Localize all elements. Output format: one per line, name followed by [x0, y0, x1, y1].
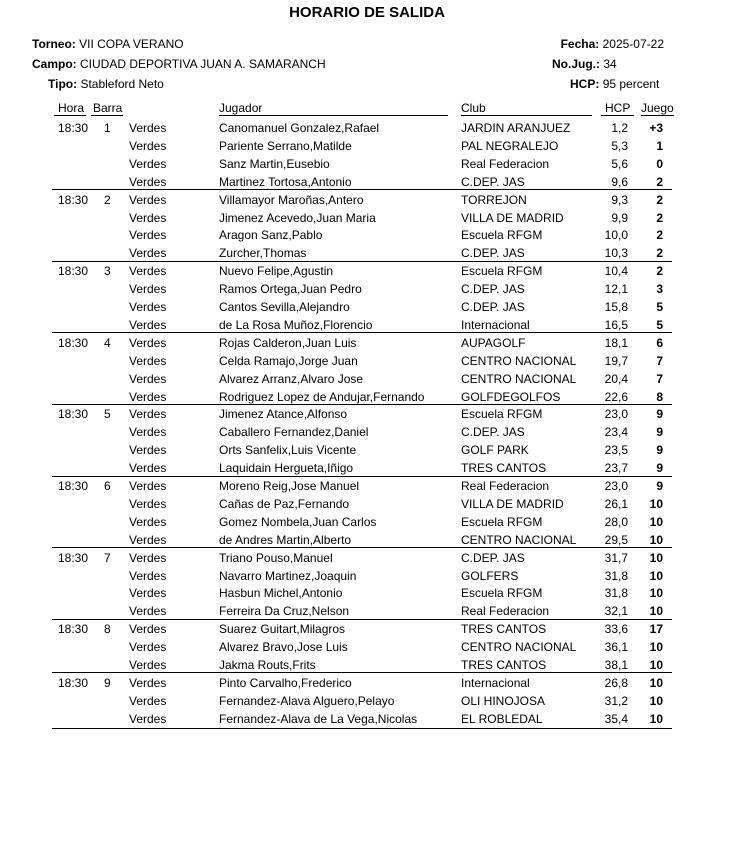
barra-cell: 8	[104, 622, 111, 637]
hcp-cell: 15,8	[604, 300, 628, 314]
hcp-info	[570, 77, 659, 91]
club-cell: CENTRO NACIONAL	[461, 353, 577, 368]
hcp-cell: 10,3	[604, 246, 628, 261]
juego-cell: 5	[656, 317, 663, 332]
barra-cell: 5	[104, 407, 111, 422]
juego-cell: 2	[656, 192, 663, 207]
player-name: Canomanuel Gonzalez,Rafael	[219, 121, 380, 135]
club-cell: C.DEP. JAS	[461, 174, 525, 189]
player-name: Jakma Routs,Frits	[219, 658, 316, 672]
header-underline	[461, 115, 592, 116]
tee-cell: Verdes	[129, 622, 167, 637]
hcp-cell: 38,1	[604, 658, 628, 672]
hcp-cell: 10,0	[604, 228, 628, 243]
juego-cell: 10	[649, 604, 663, 619]
fecha-label: Fecha:	[560, 37, 600, 51]
club-cell: CENTRO NACIONAL	[461, 640, 577, 655]
club-cell: GOLF PARK	[461, 443, 529, 458]
hora-cell: 18:30	[58, 675, 89, 690]
hora-cell: 18:30	[58, 335, 89, 350]
club-cell: TRES CANTOS	[461, 658, 547, 672]
juego-cell: 0	[656, 156, 663, 171]
tee-cell: Verdes	[129, 210, 167, 225]
table-row	[0, 637, 734, 655]
table-row	[0, 458, 734, 476]
tee-cell: Verdes	[129, 568, 167, 583]
club-cell: Escuela RFGM	[461, 264, 543, 279]
header-underline	[54, 115, 86, 116]
header-hcp: HCP	[605, 101, 631, 115]
hcp-cell: 31,2	[604, 693, 628, 708]
juego-cell: 9	[656, 461, 663, 476]
table-row	[0, 208, 734, 226]
barra-cell: 4	[104, 335, 111, 350]
header-underline	[91, 115, 123, 116]
juego-cell: 7	[656, 371, 663, 386]
club-cell: C.DEP. JAS	[461, 425, 525, 440]
player-name: Pinto Carvalho,Frederico	[219, 675, 352, 690]
player-name: Alvarez Arranz,Alvaro Jose	[219, 371, 364, 386]
table-row	[0, 530, 734, 548]
juego-cell: 5	[656, 300, 663, 314]
nojug-info	[552, 57, 617, 71]
hcp-cell: 31,8	[604, 568, 628, 583]
table-row	[0, 118, 734, 136]
juego-cell: 2	[656, 174, 663, 189]
club-cell: VILLA DE MADRID	[461, 496, 564, 511]
juego-cell: 9	[656, 425, 663, 440]
player-name: Alvarez Bravo,Jose Luis	[219, 640, 348, 655]
tee-cell: Verdes	[129, 264, 167, 279]
player-name: de Andres Martin,Alberto	[219, 532, 352, 547]
tee-cell: Verdes	[129, 335, 167, 350]
hora-cell: 18:30	[58, 264, 89, 279]
table-row	[0, 404, 734, 422]
fecha-info	[561, 37, 664, 51]
table-row	[0, 566, 734, 584]
table-row	[0, 315, 734, 333]
campo-value: CIUDAD DEPORTIVA JUAN A. SAMARANCH	[80, 57, 326, 71]
header-underline	[601, 115, 634, 116]
juego-cell: 2	[656, 228, 663, 243]
tee-cell: Verdes	[129, 479, 167, 493]
club-cell: Escuela RFGM	[461, 228, 543, 243]
table-row	[0, 369, 734, 387]
hora-cell: 18:30	[58, 479, 89, 493]
club-cell: CENTRO NACIONAL	[461, 371, 577, 386]
player-name: Rodriguez Lopez de Andujar,Fernando	[219, 389, 425, 404]
table-row	[0, 243, 734, 261]
table-bottom-line	[52, 728, 672, 729]
tee-cell: Verdes	[129, 550, 167, 565]
club-cell: C.DEP. JAS	[461, 550, 525, 565]
player-name: Fernandez-Alava de La Vega,Nicolas	[219, 711, 418, 726]
hcp-cell: 20,4	[604, 371, 628, 386]
table-row	[0, 691, 734, 709]
tee-cell: Verdes	[129, 496, 167, 511]
player-name: Rojas Calderon,Juan Luis	[219, 335, 357, 350]
juego-cell: 10	[649, 711, 663, 726]
hcp-cell: 10,4	[604, 264, 628, 279]
table-row	[0, 261, 734, 279]
barra-cell: 7	[104, 550, 111, 565]
tee-cell: Verdes	[129, 246, 167, 261]
hcp-cell: 22,6	[604, 389, 628, 404]
club-cell: JARDIN ARANJUEZ	[461, 121, 571, 135]
barra-cell: 6	[104, 479, 111, 493]
player-name: Hasbun Michel,Antonio	[219, 586, 343, 601]
tee-cell: Verdes	[129, 461, 167, 476]
tee-cell: Verdes	[129, 711, 167, 726]
tee-cell: Verdes	[129, 174, 167, 189]
hcp-cell: 26,1	[604, 496, 628, 511]
fecha-value: 2025-07-22	[602, 37, 664, 51]
player-name: Moreno Reig,Jose Manuel	[219, 479, 360, 493]
tee-cell: Verdes	[129, 514, 167, 529]
tipo-info	[48, 77, 164, 91]
hcp-cell: 9,9	[611, 210, 628, 225]
table-row	[0, 548, 734, 566]
tee-cell: Verdes	[129, 407, 167, 422]
tee-cell: Verdes	[129, 156, 167, 171]
hcp-cell: 12,1	[604, 282, 628, 297]
barra-cell: 2	[104, 192, 111, 207]
club-cell: Internacional	[461, 317, 530, 332]
juego-cell: 10	[649, 658, 663, 672]
table-row	[0, 583, 734, 601]
player-name: Martinez Tortosa,Antonio	[219, 174, 352, 189]
player-name: Jimenez Atance,Alfonso	[219, 407, 348, 422]
player-name: Triano Pouso,Manuel	[219, 550, 333, 565]
juego-cell: 2	[656, 246, 663, 261]
juego-cell: 9	[656, 443, 663, 458]
club-cell: Internacional	[461, 675, 530, 690]
hcp-cell: 32,1	[604, 604, 628, 619]
hcp-cell: 26,8	[604, 675, 628, 690]
player-name: Orts Sanfelix,Luis Vicente	[219, 443, 357, 458]
player-name: Pariente Serrano,Matilde	[219, 138, 352, 153]
barra-cell: 9	[104, 675, 111, 690]
campo-info	[32, 57, 326, 71]
tee-cell: Verdes	[129, 389, 167, 404]
table-row	[0, 655, 734, 673]
header-underline	[641, 115, 674, 116]
hcp-cell: 19,7	[604, 353, 628, 368]
club-cell: GOLFDEGOLFOS	[461, 389, 561, 404]
juego-cell: 9	[656, 407, 663, 422]
hcp-cell: 23,0	[604, 407, 628, 422]
tee-cell: Verdes	[129, 282, 167, 297]
juego-cell: 1	[656, 138, 663, 153]
player-name: Caballero Fernandez,Daniel	[219, 425, 369, 440]
hora-cell: 18:30	[58, 550, 89, 565]
table-row	[0, 136, 734, 154]
table-row	[0, 619, 734, 637]
nojug-value: 34	[603, 57, 617, 71]
club-cell: Real Federacion	[461, 156, 550, 171]
tee-cell: Verdes	[129, 192, 167, 207]
tee-cell: Verdes	[129, 443, 167, 458]
campo-label: Campo:	[32, 57, 77, 71]
player-name: Ramos Ortega,Juan Pedro	[219, 282, 362, 297]
hcp-cell: 36,1	[604, 640, 628, 655]
hcp-cell: 5,6	[611, 156, 628, 171]
barra-cell: 1	[104, 121, 111, 135]
hcp-cell: 31,7	[604, 550, 628, 565]
table-row	[0, 673, 734, 691]
juego-cell: 10	[649, 496, 663, 511]
barra-cell: 3	[104, 264, 111, 279]
player-name: Villamayor Maroñas,Antero	[219, 192, 364, 207]
header-underline	[219, 115, 448, 116]
juego-cell: 6	[656, 335, 663, 350]
torneo-label: Torneo:	[32, 37, 76, 51]
juego-cell: 10	[649, 532, 663, 547]
header-hora: Hora	[58, 101, 85, 115]
juego-cell: 3	[656, 282, 663, 297]
tee-cell: Verdes	[129, 353, 167, 368]
juego-cell: 2	[656, 264, 663, 279]
table-row	[0, 601, 734, 619]
tee-cell: Verdes	[129, 228, 167, 243]
club-cell: GOLFERS	[461, 568, 519, 583]
club-cell: C.DEP. JAS	[461, 300, 525, 314]
hcp-label: HCP:	[570, 77, 600, 91]
player-name: Celda Ramajo,Jorge Juan	[219, 353, 358, 368]
table-row	[0, 422, 734, 440]
hcp-cell: 1,2	[611, 121, 628, 135]
juego-cell: 10	[649, 586, 663, 601]
player-name: Navarro Martinez,Joaquin	[219, 568, 357, 583]
hcp-cell: 23,7	[604, 461, 628, 476]
player-name: Laquidain Hergueta,Iñigo	[219, 461, 354, 476]
tee-cell: Verdes	[129, 300, 167, 314]
juego-cell: 9	[656, 479, 663, 493]
tee-cell: Verdes	[129, 658, 167, 672]
hora-cell: 18:30	[58, 192, 89, 207]
juego-cell: 8	[656, 389, 663, 404]
club-cell: C.DEP. JAS	[461, 246, 525, 261]
hcp-cell: 16,5	[604, 317, 628, 332]
club-cell: Escuela RFGM	[461, 514, 543, 529]
table-row	[0, 333, 734, 351]
hcp-cell: 23,4	[604, 425, 628, 440]
table-row	[0, 440, 734, 458]
hcp-cell: 29,5	[604, 532, 628, 547]
hcp-cell: 9,6	[611, 174, 628, 189]
hcp-cell: 18,1	[604, 335, 628, 350]
table-row	[0, 494, 734, 512]
table-row	[0, 297, 734, 315]
tee-cell: Verdes	[129, 586, 167, 601]
table-row	[0, 154, 734, 172]
juego-cell: 10	[649, 550, 663, 565]
hora-cell: 18:30	[58, 407, 89, 422]
table-row	[0, 512, 734, 530]
table-row	[0, 476, 734, 494]
torneo-value: VII COPA VERANO	[79, 37, 184, 51]
club-cell: C.DEP. JAS	[461, 282, 525, 297]
hora-cell: 18:30	[58, 121, 89, 135]
table-row	[0, 225, 734, 243]
juego-cell: 10	[649, 640, 663, 655]
tee-cell: Verdes	[129, 604, 167, 619]
player-name: Zurcher,Thomas	[219, 246, 307, 261]
nojug-label: No.Jug.:	[552, 57, 600, 71]
club-cell: TRES CANTOS	[461, 461, 547, 476]
tee-cell: Verdes	[129, 640, 167, 655]
hcp-value: 95 percent	[602, 77, 660, 91]
club-cell: TRES CANTOS	[461, 622, 547, 637]
club-cell: Real Federacion	[461, 604, 550, 619]
juego-cell: 7	[656, 353, 663, 368]
table-row	[0, 351, 734, 369]
club-cell: Escuela RFGM	[461, 586, 543, 601]
torneo-info	[32, 37, 184, 51]
hora-cell: 18:30	[58, 622, 89, 637]
player-name: Ferreira Da Cruz,Nelson	[219, 604, 350, 619]
hcp-cell: 28,0	[604, 514, 628, 529]
tee-cell: Verdes	[129, 693, 167, 708]
club-cell: Real Federacion	[461, 479, 550, 493]
hcp-cell: 5,3	[611, 138, 628, 153]
hcp-cell: 23,5	[604, 443, 628, 458]
tee-cell: Verdes	[129, 675, 167, 690]
juego-cell: 2	[656, 210, 663, 225]
player-name: de La Rosa Muñoz,Florencio	[219, 317, 373, 332]
tipo-label: Tipo:	[48, 77, 78, 91]
club-cell: TORREJON	[461, 192, 527, 207]
player-name: Suarez Guitart,Milagros	[219, 622, 346, 637]
club-cell: PAL NEGRALEJO	[461, 138, 559, 153]
juego-cell: 10	[649, 693, 663, 708]
player-name: Cantos Sevilla,Alejandro	[219, 300, 350, 314]
tipo-value: Stableford Neto	[80, 77, 164, 91]
player-name: Gomez Nombela,Juan Carlos	[219, 514, 377, 529]
table-row	[0, 387, 734, 405]
juego-cell: 10	[649, 514, 663, 529]
juego-cell: +3	[649, 121, 663, 135]
tee-cell: Verdes	[129, 425, 167, 440]
hcp-cell: 33,6	[604, 622, 628, 637]
player-name: Cañas de Paz,Fernando	[219, 496, 350, 511]
table-row	[0, 172, 734, 190]
header-jugador: Jugador	[219, 101, 263, 115]
juego-cell: 10	[649, 568, 663, 583]
tee-cell: Verdes	[129, 121, 167, 135]
player-name: Nuevo Felipe,Agustin	[219, 264, 334, 279]
player-name: Jimenez Acevedo,Juan Maria	[219, 210, 376, 225]
player-name: Fernandez-Alava Alguero,Pelayo	[219, 693, 395, 708]
club-cell: Escuela RFGM	[461, 407, 543, 422]
hcp-cell: 31,8	[604, 586, 628, 601]
club-cell: VILLA DE MADRID	[461, 210, 564, 225]
tee-cell: Verdes	[129, 371, 167, 386]
hcp-cell: 9,3	[611, 192, 628, 207]
juego-cell: 10	[649, 675, 663, 690]
hcp-cell: 35,4	[604, 711, 628, 726]
table-row	[0, 709, 734, 727]
table-row	[0, 190, 734, 208]
club-cell: OLI HINOJOSA	[461, 693, 546, 708]
tee-cell: Verdes	[129, 317, 167, 332]
table-row	[0, 279, 734, 297]
juego-cell: 17	[649, 622, 663, 637]
header-juego: Juego	[641, 101, 674, 115]
tee-cell: Verdes	[129, 138, 167, 153]
club-cell: AUPAGOLF	[461, 335, 526, 350]
club-cell: EL ROBLEDAL	[461, 711, 543, 726]
tee-cell: Verdes	[129, 532, 167, 547]
page-title: HORARIO DE SALIDA	[289, 4, 445, 21]
player-name: Sanz Martin,Eusebio	[219, 156, 330, 171]
hcp-cell: 23,0	[604, 479, 628, 493]
header-club: Club	[461, 101, 486, 115]
club-cell: CENTRO NACIONAL	[461, 532, 577, 547]
header-barra: Barra	[93, 101, 123, 115]
player-name: Aragon Sanz,Pablo	[219, 228, 323, 243]
